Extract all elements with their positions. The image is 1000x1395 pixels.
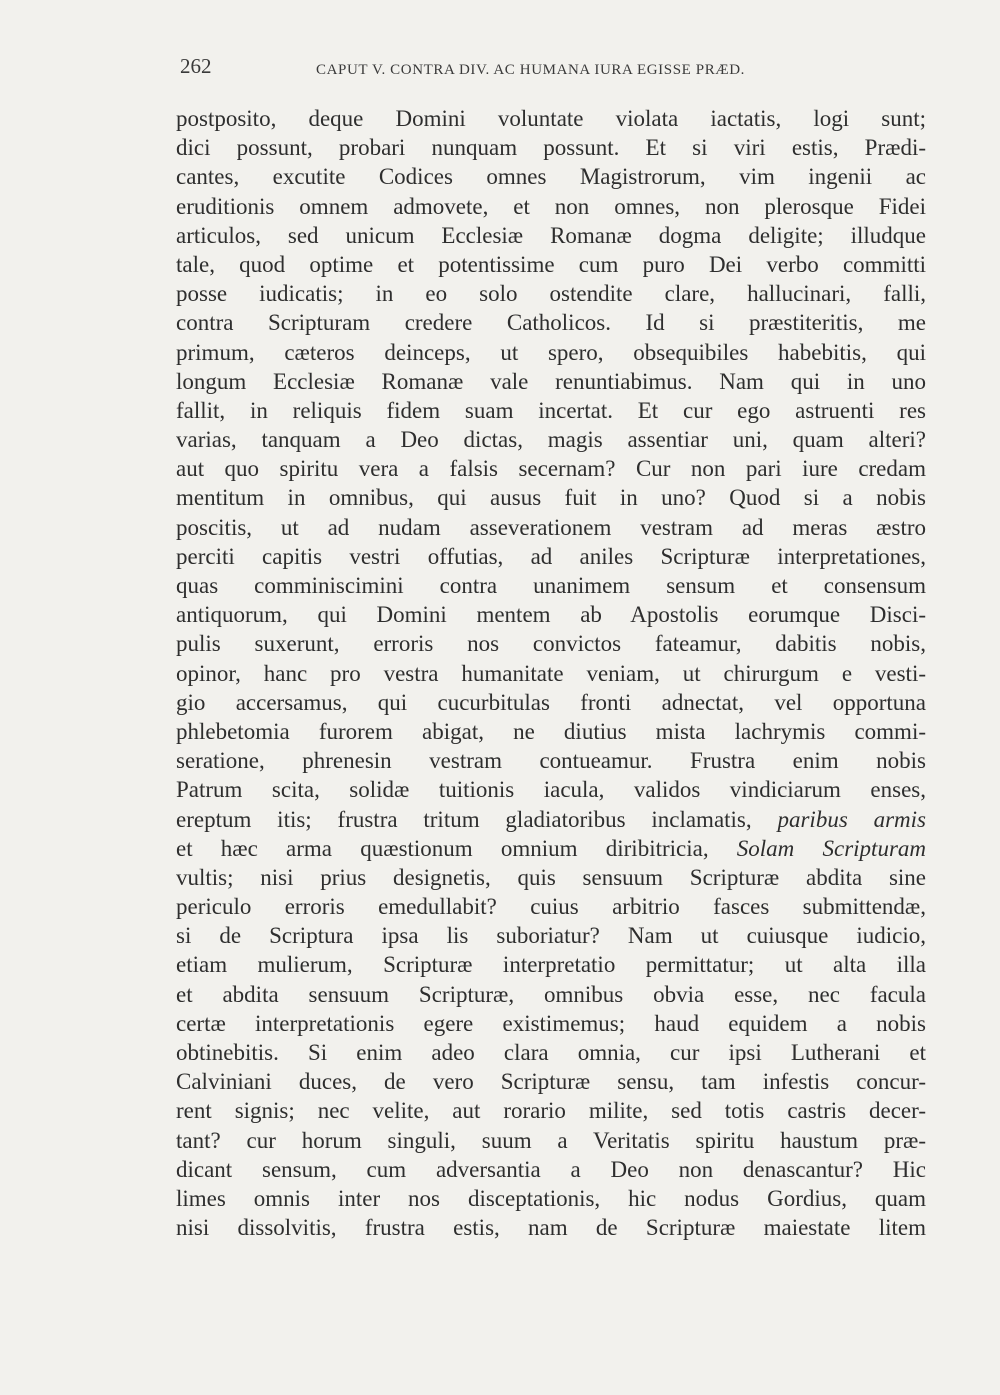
text-line: quas comminiscimini contra unanimem sensum et consensum — [176, 573, 926, 598]
text-line: certæ interpretationis egere existimemus; haud equidem a nobis — [176, 1010, 926, 1036]
text-line: periculo erroris emedullabit? cuius arbitrio fasces submittendæ, — [176, 894, 926, 920]
text-line: etiam mulierum, Scripturæ interpretatio permittatur; ut alta illa — [176, 952, 926, 978]
page-number: 262 — [180, 54, 212, 78]
text-line: fallit, in reliquis fidem suam incertat. Et cur ego astruenti res — [176, 397, 926, 423]
text-line: phlebetomia furorem abigat, ne diutius mista lachrymis commi- — [176, 718, 926, 744]
text-line: tale, quod optime et potentissime cum puro Dei verbo committi — [176, 251, 926, 277]
running-head: CAPUT V. CONTRA DIV. AC HUMANA IURA EGISSE PRÆD. — [316, 62, 746, 78]
text-line-with-italic — [176, 805, 926, 834]
text-line: Patrum scita, solidæ tuitionis iacula, validos vindiciarum enses, — [176, 777, 926, 803]
text-line: obtinebitis. Si enim adeo clara omnia, cur ipsi Lutherani et — [176, 1040, 926, 1065]
text-line: gio accersamus, qui cucurbitulas fronti adnectat, vel opportuna — [176, 689, 926, 715]
text-line: aut quo spiritu vera a falsis secernam? Cur non pari iure credam — [176, 456, 926, 482]
body-text — [176, 104, 926, 1242]
text-line-with-italic — [176, 834, 926, 863]
italic-phrase: paribus armis — [777, 806, 926, 832]
text-line: poscitis, ut ad nudam asseverationem vestram ad meras æstro — [176, 514, 926, 540]
text-line: perciti capitis vestri offutias, ad aniles Scripturæ interpretationes, — [176, 543, 926, 569]
text-line: longum Ecclesiæ Romanæ vale renuntiabimus. Nam qui in uno — [176, 368, 926, 394]
text-line: contra Scripturam credere Catholicos. Id si præstiteritis, me — [176, 310, 926, 336]
text-line: postposito, deque Domini voluntate violata iactatis, logi sunt; — [176, 106, 926, 131]
text-line: articulos, sed unicum Ecclesiæ Romanæ dogma deligite; illudque — [176, 222, 926, 248]
text-line: cantes, excutite Codices omnes Magistrorum, vim ingenii ac — [176, 164, 926, 190]
text-line: nisi dissolvitis, frustra estis, nam de Scripturæ maiestate litem — [176, 1215, 926, 1241]
text-line: varias, tanquam a Deo dictas, magis assentiar uni, quam alteri? — [176, 427, 926, 453]
text-line: et abdita sensuum Scripturæ, omnibus obvia esse, nec facula — [176, 981, 926, 1007]
text-line: antiquorum, qui Domini mentem ab Apostolis eorumque Disci- — [176, 602, 926, 628]
text-line: si de Scriptura ipsa lis suboriatur? Nam ut cuiusque iudicio, — [176, 923, 926, 949]
text-line: eruditionis omnem admovete, et non omnes, non plerosque Fidei — [176, 193, 926, 219]
text-line: vultis; nisi prius designetis, quis sensuum Scripturæ abdita sine — [176, 864, 926, 890]
text-line: opinor, hanc pro vestra humanitate veniam, ut chirurgum e vesti- — [176, 660, 926, 686]
text-line: dici possunt, probari nunquam possunt. Et si viri estis, Prædi- — [176, 135, 926, 161]
italic-phrase: Solam Scripturam — [736, 835, 926, 861]
text-line: posse iudicatis; in eo solo ostendite clare, hallucinari, falli, — [176, 281, 926, 307]
text-line: rent signis; nec velite, aut rorario milite, sed totis castris decer- — [176, 1098, 926, 1124]
text-line: mentitum in omnibus, qui ausus fuit in uno? Quod si a nobis — [176, 485, 926, 511]
text-line: limes omnis inter nos disceptationis, hic nodus Gordius, quam — [176, 1185, 926, 1211]
text-segment: et hæc arma quæstionum omnium diribitricia, — [176, 835, 709, 861]
text-line: tant? cur horum singuli, suum a Veritatis spiritu haustum præ- — [176, 1127, 926, 1153]
text-line: pulis suxerunt, erroris nos convictos fateamur, dabitis nobis, — [176, 631, 926, 657]
text-line: Calviniani duces, de vero Scripturæ sensu, tam infestis concur- — [176, 1069, 926, 1095]
text-line: seratione, phrenesin vestram contueamur. Frustra enim nobis — [176, 748, 926, 774]
text-line: primum, cæteros deinceps, ut spero, obsequibiles habebitis, qui — [176, 339, 926, 365]
text-line: dicant sensum, cum adversantia a Deo non denascantur? Hic — [176, 1156, 926, 1182]
text-segment: ereptum itis; frustra tritum gladiatoribus inclamatis, — [176, 806, 752, 832]
